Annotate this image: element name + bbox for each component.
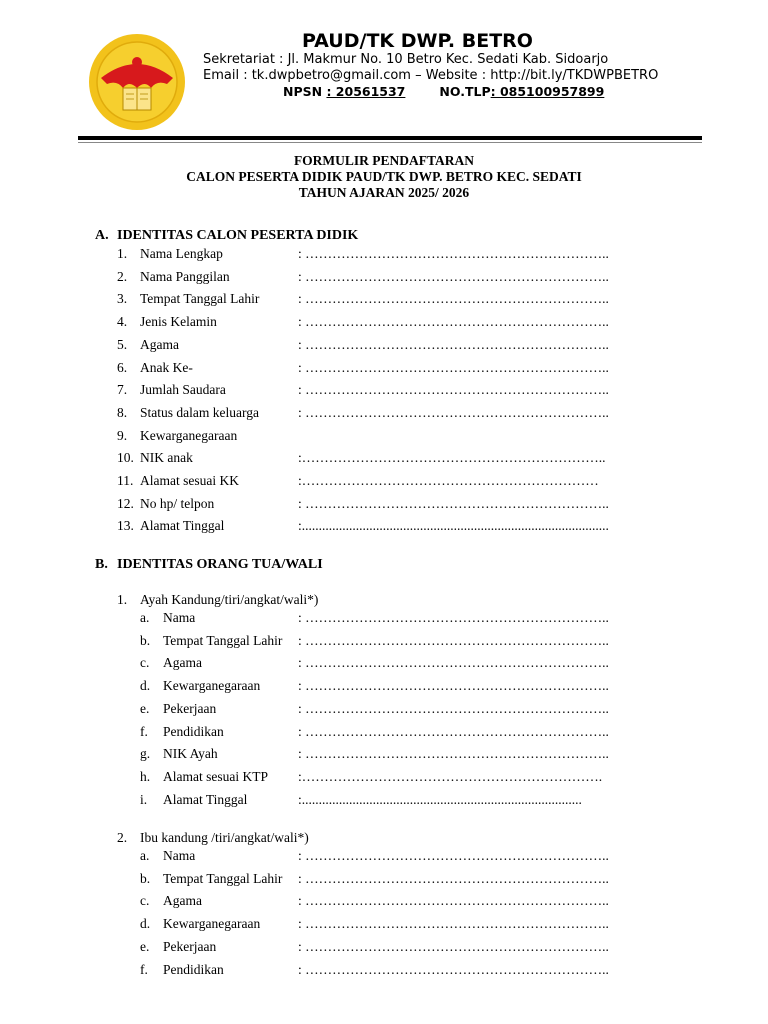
tlp-value: : 085100957899 — [490, 84, 605, 99]
student-field-row — [117, 472, 677, 490]
father-field-blank[interactable]: : ………………………………………………………….. — [298, 610, 609, 625]
student-field-number: 2. — [117, 268, 128, 284]
section-b-title: IDENTITAS ORANG TUA/WALI — [117, 557, 323, 572]
student-field-row — [117, 495, 677, 513]
header-rule — [78, 136, 702, 140]
father-field-label: Nama — [163, 610, 196, 625]
father-heading — [117, 592, 318, 608]
mother-field-row — [140, 961, 700, 979]
student-field-blank[interactable]: :………………………………………………………….. — [298, 450, 606, 466]
mother-field-row — [140, 870, 700, 888]
student-field-number: 10. — [117, 450, 134, 466]
father-field-number: h. — [140, 768, 151, 784]
father-field-blank[interactable]: : ………………………………………………………….. — [298, 746, 609, 762]
father-field-row — [140, 677, 700, 695]
father-field-row — [140, 768, 700, 786]
student-field-blank[interactable]: : ………………………………………………………….. — [298, 359, 609, 375]
student-field-blank[interactable]: : ………………………………………………………….. — [298, 291, 609, 307]
mother-field-number: c. — [140, 893, 150, 909]
father-field-number: c. — [140, 655, 150, 671]
father-field-label: Pekerjaan — [163, 700, 217, 716]
father-field-number: a. — [140, 610, 150, 625]
mother-field-blank[interactable]: : ………………………………………………………….. — [298, 916, 609, 932]
mother-field-blank[interactable]: : ………………………………………………………….. — [298, 870, 609, 886]
student-field-blank[interactable]: : ………………………………………………………….. — [298, 404, 609, 420]
student-field-label: Jenis Kelamin — [140, 314, 217, 330]
student-field-blank[interactable]: :………………………………………………………… — [298, 473, 599, 488]
father-field-label: Tempat Tanggal Lahir — [163, 632, 283, 648]
student-field-number: 12. — [117, 495, 134, 511]
student-field-blank[interactable]: : ………………………………………………………….. — [298, 246, 609, 261]
mother-field-row — [140, 938, 700, 956]
father-field-number: d. — [140, 678, 151, 694]
school-address: Sekretariat : Jl. Makmur No. 10 Betro Kec. Sedati Kab. Sidoarjo — [203, 52, 609, 67]
student-field-blank[interactable]: : ………………………………………………………….. — [298, 495, 609, 511]
section-a-heading — [95, 228, 358, 244]
section-a-title: IDENTITAS CALON PESERTA DIDIK — [117, 228, 359, 243]
mother-field-number: e. — [140, 938, 150, 954]
section-a-letter: A. — [95, 228, 109, 243]
school-ids — [283, 84, 604, 99]
student-field-label: Jumlah Saudara — [140, 382, 226, 398]
father-field-label: Alamat sesuai KTP — [163, 768, 268, 784]
student-field-label: Agama — [140, 336, 179, 352]
student-field-label: No hp/ telpon — [140, 495, 215, 511]
school-emblem-icon — [87, 32, 187, 132]
father-field-blank[interactable]: :…………………………………………………………. — [298, 768, 603, 784]
father-field-blank[interactable]: : ………………………………………………………….. — [298, 700, 609, 716]
father-field-blank[interactable]: : ………………………………………………………….. — [298, 632, 609, 648]
form-academic-year: TAHUN AJARAN 2025/ 2026 — [298, 185, 470, 200]
student-field-label: Nama Lengkap — [140, 246, 223, 261]
father-field-row — [140, 791, 700, 809]
mother-field-row — [140, 892, 700, 910]
mother-field-row — [140, 915, 700, 933]
student-field-row — [117, 381, 677, 399]
section-b-heading — [95, 557, 323, 573]
mother-field-blank[interactable]: : ………………………………………………………….. — [298, 961, 609, 977]
form-subtitle: CALON PESERTA DIDIK PAUD/TK DWP. BETRO KEC. SEDATI — [186, 169, 582, 184]
father-field-blank[interactable]: : ………………………………………………………….. — [298, 655, 609, 671]
student-field-number: 6. — [117, 359, 128, 375]
father-field-number: f. — [140, 723, 148, 739]
father-field-row — [140, 700, 700, 718]
student-field-number: 4. — [117, 314, 128, 330]
student-field-blank[interactable]: : ………………………………………………………….. — [298, 336, 609, 352]
father-number: 1. — [117, 592, 128, 607]
tlp-label: NO.TLP — [439, 84, 491, 99]
mother-number: 2. — [117, 830, 128, 845]
mother-field-blank[interactable]: : ………………………………………………………….. — [298, 848, 609, 863]
student-field-label: Anak Ke- — [140, 359, 193, 375]
student-field-label: NIK anak — [140, 450, 193, 466]
student-field-row — [117, 404, 677, 422]
form-title: FORMULIR PENDAFTARAN — [293, 153, 475, 168]
father-field-label: NIK Ayah — [163, 746, 218, 762]
student-field-blank[interactable]: : ………………………………………………………….. — [298, 382, 609, 398]
mother-field-number: d. — [140, 916, 151, 932]
student-field-number: 9. — [117, 427, 128, 443]
father-field-number: i. — [140, 791, 148, 807]
student-field-row — [117, 449, 677, 467]
school-name: PAUD/TK DWP. BETRO — [302, 30, 533, 52]
student-field-label: Status dalam keluarga — [140, 404, 259, 420]
mother-field-label: Pekerjaan — [163, 938, 217, 954]
npsn-label: NPSN — [283, 84, 327, 99]
student-field-number: 11. — [117, 473, 134, 488]
npsn-value: : 20561537 — [326, 84, 406, 99]
father-field-row — [140, 723, 700, 741]
header-rule-thin — [78, 142, 702, 143]
student-field-label: Tempat Tanggal Lahir — [140, 291, 260, 307]
student-field-label: Nama Panggilan — [140, 268, 230, 284]
father-field-label: Kewarganegaraan — [163, 678, 261, 694]
student-field-number: 13. — [117, 518, 134, 534]
mother-heading — [117, 830, 309, 846]
father-field-row — [140, 654, 700, 672]
student-field-row — [117, 359, 677, 377]
student-field-blank[interactable]: : ………………………………………………………….. — [298, 314, 609, 330]
father-field-blank[interactable]: : ………………………………………………………….. — [298, 723, 609, 739]
school-contact: Email : tk.dwpbetro@gmail.com – Website : http://bit.ly/TKDWPBETRO — [203, 68, 659, 83]
mother-field-blank[interactable]: : ………………………………………………………….. — [298, 938, 609, 954]
student-field-row — [117, 517, 677, 535]
father-field-blank[interactable]: :................................................................................... — [298, 791, 582, 807]
student-field-blank[interactable]: : ………………………………………………………….. — [298, 268, 609, 284]
father-field-number: b. — [140, 632, 151, 648]
mother-field-label: Nama — [163, 848, 196, 863]
father-field-number: e. — [140, 700, 150, 716]
student-field-row — [117, 336, 677, 354]
mother-field-row — [140, 847, 700, 865]
mother-field-number: a. — [140, 848, 150, 863]
student-field-number: 1. — [117, 246, 128, 261]
mother-field-label: Kewarganegaraan — [163, 916, 261, 932]
student-field-label: Alamat sesuai KK — [140, 473, 239, 488]
student-field-number: 7. — [117, 382, 128, 398]
father-field-label: Agama — [163, 655, 202, 671]
student-field-row — [117, 427, 677, 445]
student-field-row — [117, 268, 677, 286]
father-field-row — [140, 609, 700, 627]
father-field-blank[interactable]: : ………………………………………………………….. — [298, 678, 609, 694]
mother-field-number: b. — [140, 870, 151, 886]
mother-field-number: f. — [140, 961, 148, 977]
mother-field-label: Tempat Tanggal Lahir — [163, 870, 283, 886]
section-b-letter: B. — [95, 557, 108, 572]
student-field-number: 8. — [117, 404, 128, 420]
student-field-row — [117, 313, 677, 331]
student-field-row — [117, 245, 677, 263]
mother-title: Ibu kandung /tiri/angkat/wali*) — [140, 830, 309, 845]
father-field-row — [140, 745, 700, 763]
father-field-row — [140, 632, 700, 650]
father-title: Ayah Kandung/tiri/angkat/wali*) — [140, 592, 319, 607]
student-field-blank[interactable]: :........................................................................................... — [298, 518, 609, 534]
mother-field-label: Agama — [163, 893, 202, 909]
student-field-number: 3. — [117, 291, 128, 307]
student-field-label: Kewarganegaraan — [140, 427, 238, 443]
father-field-label: Alamat Tinggal — [163, 791, 248, 807]
student-field-label: Alamat Tinggal — [140, 518, 225, 534]
father-field-number: g. — [140, 746, 151, 762]
student-field-row — [117, 290, 677, 308]
father-field-label: Pendidikan — [163, 723, 224, 739]
student-field-number: 5. — [117, 336, 128, 352]
mother-field-label: Pendidikan — [163, 961, 224, 977]
mother-field-blank[interactable]: : ………………………………………………………….. — [298, 893, 609, 909]
